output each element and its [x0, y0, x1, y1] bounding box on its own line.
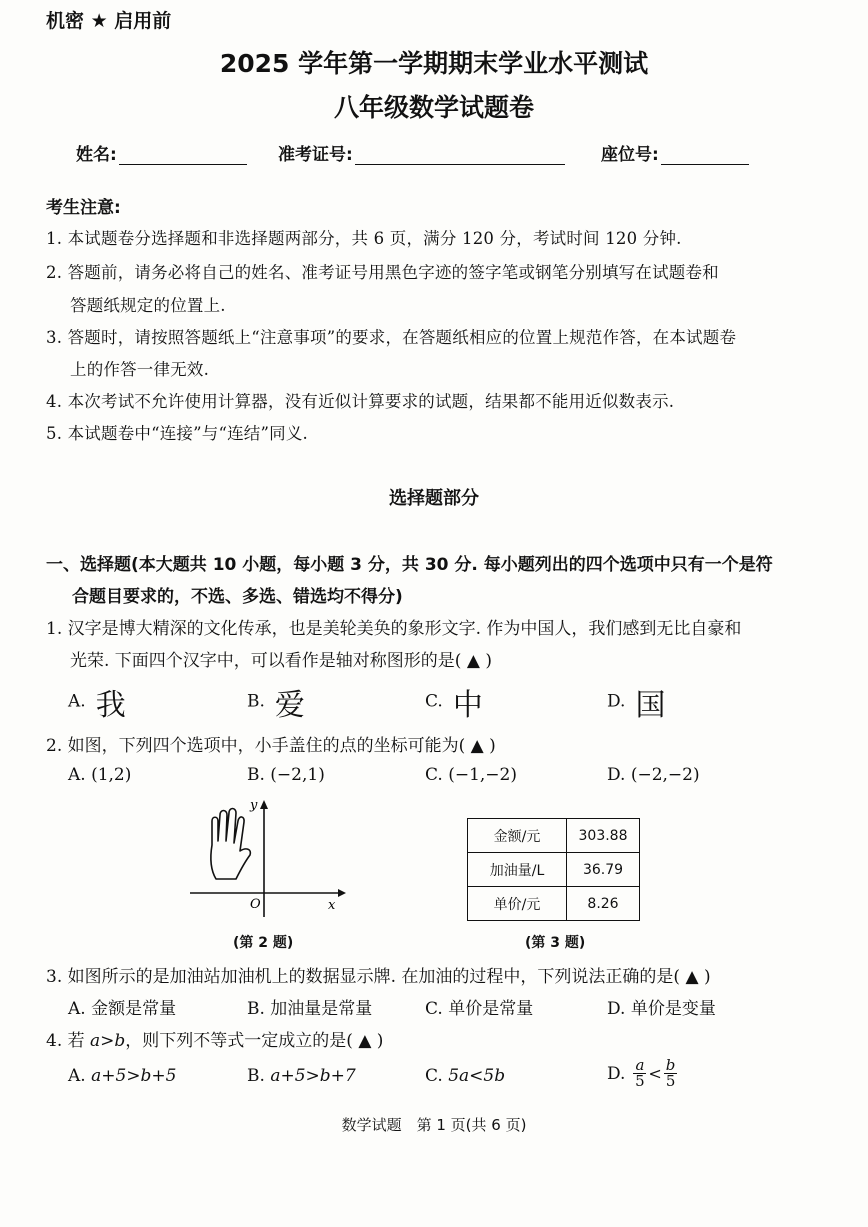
q2-option-a: A. (1,2) — [68, 765, 132, 785]
q2-coordinate-figure — [180, 795, 360, 925]
table-key: 金额/元 — [468, 819, 567, 853]
name-label: 姓名: — [76, 145, 117, 165]
q3-figure-caption: (第 3 题) — [525, 935, 586, 951]
section-title: 选择题部分 — [389, 488, 479, 509]
table-row — [468, 819, 640, 853]
q3-option-a: A. 金额是常量 — [68, 999, 177, 1019]
notice-line: 2. 答题前，请务必将自己的姓名、准考证号用黑色字迹的签字笔或钢笔分别填写在试题卷和 — [46, 263, 719, 282]
y-axis-arrow-icon — [260, 800, 268, 809]
q3-option-b: B. 加油量是常量 — [247, 999, 373, 1019]
table-row — [468, 853, 640, 887]
x-axis-label: x — [328, 898, 336, 913]
table-row — [468, 887, 640, 921]
question-4-stem: 4. 若 a>b，则下列不等式一定成立的是( ▲ ) — [46, 1031, 384, 1051]
table-value: 36.79 — [567, 853, 640, 887]
origin-label: O — [250, 897, 261, 912]
question-1-stem-cont: 光荣. 下面四个汉字中，可以看作是轴对称图形的是( ▲ ) — [70, 651, 492, 671]
q4-option-a: A. a+5>b+5 — [68, 1066, 177, 1086]
q2-option-b: B. (−2,1) — [247, 765, 325, 785]
question-1-stem: 1. 汉字是博大精深的文化传承，也是美轮美奂的象形文字. 作为中国人，我们感到无比自豪和 — [46, 619, 742, 639]
notice-line: 3. 答题时，请按照答题纸上“注意事项”的要求，在答题纸相应的位置上规范作答，在本试题卷 — [46, 328, 737, 347]
q2-option-c: C. (−1,−2) — [425, 765, 517, 785]
exam-subtitle: 八年级数学试题卷 — [333, 93, 534, 122]
table-key: 加油量/L — [468, 853, 567, 887]
hand-icon — [211, 809, 251, 880]
fuel-pump-display-table — [467, 818, 640, 921]
notice-line: 答题纸规定的位置上. — [70, 296, 226, 315]
notice-line: 5. 本试题卷中“连接”与“连结”同义. — [46, 424, 308, 443]
page-footer: 数学试题 第 1 页(共 6 页) — [341, 1116, 527, 1134]
table-value: 8.26 — [567, 887, 640, 921]
seat-field — [601, 140, 749, 165]
q2-option-d: D. (−2,−2) — [607, 765, 700, 785]
fraction-b-over-5: $\frac{b}{5}$ — [665, 1056, 676, 1090]
table-value: 303.88 — [567, 819, 640, 853]
fraction-a-over-5: $\frac{a}{5}$ — [635, 1056, 645, 1090]
y-axis-label: y — [250, 798, 258, 813]
q1-option-b: B. 爱 — [247, 688, 305, 723]
q3-option-d: D. 单价是变量 — [607, 999, 716, 1019]
exam-id-field — [278, 140, 565, 165]
exam-title: 2025 学年第一学期期末学业水平测试 — [219, 49, 649, 78]
exam-id-label: 准考证号: — [278, 145, 353, 165]
q4-option-c: C. 5a<5b — [425, 1066, 506, 1086]
part1-instructions: 一、选择题(本大题共 10 小题，每小题 3 分，共 30 分. 每小题列出的四个选项中只有一个是符 — [46, 555, 773, 575]
confidential-label: 机密 ★ 启用前 — [46, 10, 172, 32]
seat-label: 座位号: — [601, 145, 659, 165]
notice-heading: 考生注意: — [46, 198, 121, 218]
notice-line: 1. 本试题卷分选择题和非选择题两部分，共 6 页，满分 120 分，考试时间 120 分钟. — [46, 229, 682, 248]
seat-blank — [661, 146, 749, 165]
table-key: 单价/元 — [468, 887, 567, 921]
x-axis-arrow-icon — [338, 889, 346, 897]
notice-line: 上的作答一律无效. — [70, 360, 210, 379]
q1-option-d: D. 国 — [607, 688, 666, 723]
part1-instructions-cont: 合题目要求的，不选、多选、错选均不得分) — [72, 587, 403, 607]
question-2-stem: 2. 如图，下列四个选项中，小手盖住的点的坐标可能为( ▲ ) — [46, 736, 496, 756]
notice-line: 4. 本次考试不允许使用计算器，没有近似计算要求的试题，结果都不能用近似数表示. — [46, 392, 675, 411]
q2-figure-caption: (第 2 题) — [233, 935, 294, 951]
q4-option-d: D. $\frac{a}{5}$ < $\frac{b}{5}$ — [607, 1056, 676, 1090]
q1-option-a: A. 我 — [68, 688, 126, 723]
exam-id-blank — [355, 146, 565, 165]
q1-option-c: C. 中 — [425, 688, 483, 723]
name-field — [76, 140, 247, 165]
q4-option-b: B. a+5>b+7 — [247, 1066, 356, 1086]
name-blank — [119, 146, 247, 165]
question-3-stem: 3. 如图所示的是加油站加油机上的数据显示牌. 在加油的过程中，下列说法正确的是( ▲ ) — [46, 967, 711, 987]
q3-option-c: C. 单价是常量 — [425, 999, 534, 1019]
